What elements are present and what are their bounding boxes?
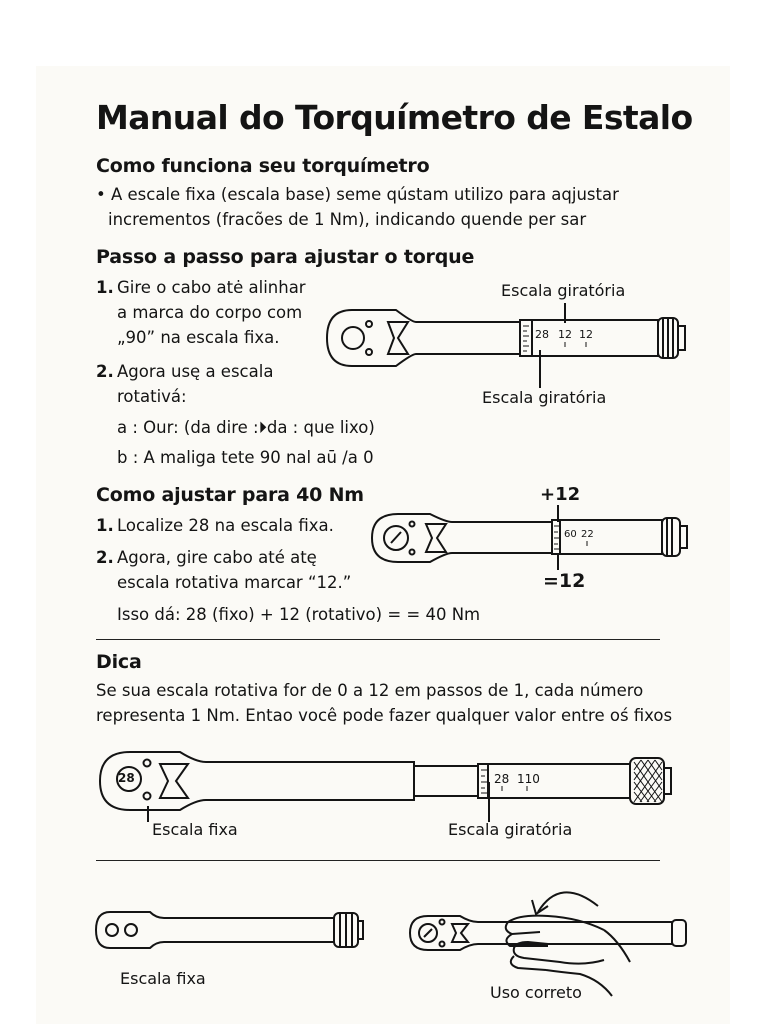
step-text: rotativá: xyxy=(117,387,187,406)
label-fixed-scale-bottom: Escala fixa xyxy=(120,969,206,988)
step-text: Gire o cabo atė alinhar xyxy=(117,278,306,297)
step-text: Agora, gire cabo até atę xyxy=(117,548,317,567)
scale-number: 12 xyxy=(579,328,593,341)
divider xyxy=(96,639,660,640)
bullet-text-line-2: incrementos (fracões de 1 Nm), indicando quende per sar xyxy=(108,210,587,229)
head-number: 28 xyxy=(118,771,135,785)
substep-a: a : Our: (da dire :⏵da : que lixo) xyxy=(117,418,375,437)
section-heading-step-by-step: Passo a passo para ajustar o torque xyxy=(96,246,475,268)
label-rotating-scale-top: Escala giratória xyxy=(501,281,626,300)
step-text: a marca do corpo com xyxy=(117,303,303,322)
divider xyxy=(96,860,660,861)
tip-text-line-1: Se sua escala rotativa for de 0 a 12 em passos de 1, cada número xyxy=(96,681,644,700)
label-rotating-scale-bottom: Escala giratória xyxy=(482,388,607,407)
scale-number: 28 xyxy=(535,328,549,341)
scale-number: 22 xyxy=(581,529,594,540)
substep-b: b : A maliga tete 90 nal aū /a 0 xyxy=(117,448,374,467)
step-number: 1. xyxy=(96,278,114,297)
step-number: 1. xyxy=(96,516,114,535)
label-correct-use: Uso correto xyxy=(490,983,582,1002)
scale-number: 110 xyxy=(517,772,540,786)
label-equals-12: =12 xyxy=(543,570,586,592)
step-text: escala rotativa marcar “12.” xyxy=(117,573,352,592)
result-text: Isso dá: 28 (fixo) + 12 (rotativo) = = 40 Nm xyxy=(117,605,481,624)
tip-heading: Dica xyxy=(96,651,142,673)
scale-number: 12 xyxy=(558,328,572,341)
scale-number: 28 xyxy=(494,772,510,786)
step-number: 2. xyxy=(96,548,114,567)
bullet-text-line-1: • A escale fixa (escala base) seme qústam utilizo para aqjustar xyxy=(96,185,619,204)
scale-number: 60 xyxy=(564,529,577,540)
step-text: „90” na escala fixa. xyxy=(117,328,280,347)
page-title: Manual do Torquímetro de Estalo xyxy=(96,98,693,137)
section-heading-adjust-40nm: Como ajustar para 40 Nm xyxy=(96,484,364,506)
section-heading-how-it-works: Como funciona seu torquímetro xyxy=(96,155,430,177)
label-rotating-scale: Escala giratória xyxy=(448,820,573,839)
label-plus-12: +12 xyxy=(540,484,581,505)
step-text: Agora usę a escala xyxy=(117,362,274,381)
step-text: Localize 28 na escala fixa. xyxy=(117,516,334,535)
label-fixed-scale: Escala fixa xyxy=(152,820,238,839)
tip-text-line-2: representa 1 Nm. Entao você pode fazer qualquer valor entre oś fixos xyxy=(96,706,673,725)
step-number: 2. xyxy=(96,362,114,381)
